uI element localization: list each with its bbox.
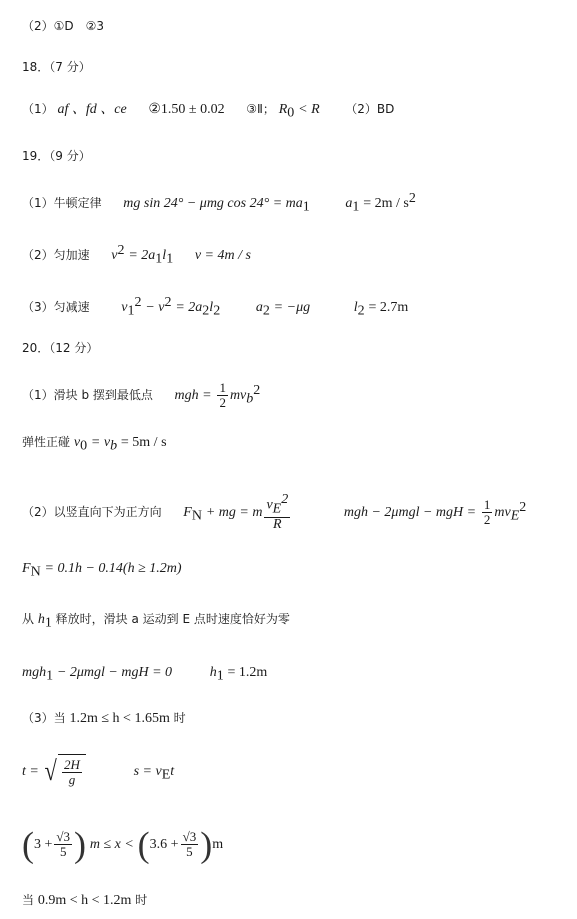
force-expression: = 0.1h − 0.14(h ≥ 1.2m) — [44, 561, 182, 576]
answer-line-20-1 — [22, 374, 260, 416]
right-paren: ) — [74, 824, 87, 865]
term: 3 + — [34, 837, 53, 852]
height-symbol: h — [37, 612, 45, 627]
measured-value: ②1.50 ± 0.02 — [148, 102, 225, 117]
answer-text: （2）①D ②3 — [22, 19, 105, 33]
wire-connections: af 、fd 、ce — [57, 102, 127, 117]
right-paren: ) — [200, 824, 213, 865]
answer-line-20-2 — [22, 488, 526, 536]
text: 时 — [135, 893, 148, 907]
superscript: 2 — [164, 295, 172, 310]
left-paren: ( — [22, 824, 34, 865]
subscript: 1 — [352, 199, 360, 215]
subscript: 2 — [202, 303, 210, 319]
force-symbol: F — [22, 561, 31, 576]
question-20-heading — [22, 338, 98, 358]
text: 当 — [22, 893, 35, 907]
answer-line-19-2 — [22, 241, 251, 269]
height-range: 0.9m < h < 1.2m — [37, 893, 132, 908]
term: 3.6 + — [149, 837, 179, 852]
subscript: 1 — [216, 668, 224, 684]
time-symbol: t — [170, 764, 175, 779]
fraction-v-squared-over-r — [264, 493, 290, 531]
kinetic-term: mv — [229, 388, 247, 403]
denominator: 5 — [186, 844, 193, 859]
part-label: （2）匀加速 — [22, 248, 90, 262]
velocity-symbol: v — [111, 248, 118, 263]
subscript: 1 — [166, 251, 174, 267]
text: 时 — [173, 711, 186, 725]
superscript: 2 — [134, 295, 142, 310]
text: 释放时，滑块 a 运动到 E 点时速度恰好为零 — [55, 612, 290, 626]
subscript: E — [161, 767, 171, 783]
answer-line-20-4 — [22, 890, 147, 911]
equation: = 2a — [175, 300, 203, 315]
subscript: 0 — [80, 438, 88, 454]
velocity-symbol: v — [73, 435, 81, 450]
part-2-answer: （2）BD — [345, 102, 395, 116]
force-symbol: F — [183, 505, 192, 520]
radical-sign-icon: √ — [44, 755, 57, 787]
subscript: E — [272, 501, 282, 517]
subscript: N — [191, 508, 202, 524]
velocity-value: v = 4m / s — [194, 248, 251, 263]
velocity-symbol: v — [121, 300, 128, 315]
fraction-half — [217, 381, 228, 410]
fraction-half — [482, 498, 493, 527]
equation: mg sin 24° − μmg cos 24° = ma — [123, 196, 303, 211]
numerator: v — [266, 497, 273, 513]
question-number: 18．（7 分） — [22, 60, 91, 74]
answer-line-time — [22, 748, 174, 798]
equation: − 2μmgl − mgH = 0 — [56, 665, 173, 680]
answer-line-release — [22, 609, 290, 633]
subscript: 1 — [155, 251, 163, 267]
numerator: 1 — [219, 380, 226, 395]
numerator: √3 — [56, 829, 71, 844]
denominator: 5 — [59, 844, 67, 859]
superscript: 2 — [253, 383, 261, 398]
kinetic-term: mv — [494, 505, 511, 520]
length-symbol: l — [162, 248, 167, 263]
answer-line-normal-force — [22, 558, 182, 582]
subscript: E — [510, 508, 520, 524]
question-18-heading — [22, 57, 91, 77]
distance-equation: s = v — [133, 764, 162, 779]
subscript: 1 — [302, 199, 310, 215]
square-root — [43, 754, 86, 790]
numerator: 2H — [64, 756, 80, 772]
part-label: （3）当 — [22, 711, 66, 725]
part-label: （2）以竖直向下为正方向 — [22, 505, 162, 519]
question-number: 20．（12 分） — [22, 341, 99, 355]
step-label: 弹性正碰 — [22, 435, 71, 449]
equation: mgh — [22, 665, 47, 680]
subscript: N — [30, 564, 41, 580]
answer-line-h1 — [22, 662, 267, 686]
left-paren: ( — [137, 824, 150, 865]
superscript: 2 — [117, 243, 125, 258]
equation: mgh = — [174, 388, 212, 403]
subscript: 2 — [213, 303, 221, 319]
question-number: 19．（9 分） — [22, 149, 91, 163]
subscript: 2 — [262, 303, 270, 319]
answer-line-20-3 — [22, 708, 186, 729]
velocity-value: = 5m / s — [120, 435, 167, 450]
part-label: （1） — [22, 102, 54, 116]
inequality: < R — [298, 102, 320, 117]
answer-line-19-3 — [22, 293, 408, 321]
inequality: m ≤ x < — [89, 837, 134, 852]
text: 从 — [22, 612, 35, 626]
length-symbol: l — [209, 300, 214, 315]
superscript: 2 — [519, 500, 527, 515]
equation: = 2a — [128, 248, 156, 263]
numerator: √3 — [182, 829, 197, 844]
part-label: （3）匀减速 — [22, 300, 90, 314]
length-value: = 2.7m — [368, 300, 409, 315]
length-symbol: l — [353, 300, 358, 315]
subscript: 1 — [127, 303, 135, 319]
answer-line-19-1 — [22, 189, 416, 217]
acceleration-symbol: a — [345, 196, 353, 211]
denominator: 2 — [483, 512, 491, 527]
height-symbol: h — [209, 665, 217, 680]
subscript: 1 — [46, 668, 54, 684]
denominator: R — [273, 516, 282, 532]
denominator: 2 — [219, 395, 226, 410]
part-label: （1）滑块 b 摆到最低点 — [22, 388, 153, 402]
equation: + mg = m — [205, 505, 263, 520]
subscript: 0 — [287, 105, 295, 121]
numerator: 1 — [483, 497, 491, 512]
subscript: 2 — [357, 303, 365, 319]
answer-line-18 — [22, 99, 394, 123]
superscript: 2 — [281, 492, 289, 508]
acceleration-value: = 2m / s — [363, 196, 409, 211]
part-label: （1）牛顿定律 — [22, 196, 102, 210]
choice-answer: ③Ⅱ； — [246, 102, 275, 116]
equation: − v — [145, 300, 165, 315]
denominator: g — [68, 771, 76, 787]
acceleration-symbol: a — [255, 300, 263, 315]
answer-line-20-collision — [22, 432, 167, 456]
unit: m — [212, 837, 224, 852]
energy-equation: mgh − 2μmgl − mgH = — [343, 505, 477, 520]
subscript: b — [246, 391, 254, 407]
acceleration-value: = −μg — [273, 300, 311, 315]
resistance-symbol: R — [278, 102, 288, 117]
answer-line-2-1 — [22, 16, 104, 36]
height-value: = 1.2m — [227, 665, 268, 680]
height-range: 1.2m ≤ h < 1.65m — [69, 711, 170, 726]
equation: = v — [90, 435, 111, 450]
time-symbol: t = — [22, 764, 39, 779]
question-19-heading — [22, 146, 91, 166]
superscript: 2 — [408, 191, 416, 206]
answer-line-range — [22, 820, 223, 869]
subscript: 1 — [44, 615, 52, 631]
subscript: b — [110, 438, 118, 454]
